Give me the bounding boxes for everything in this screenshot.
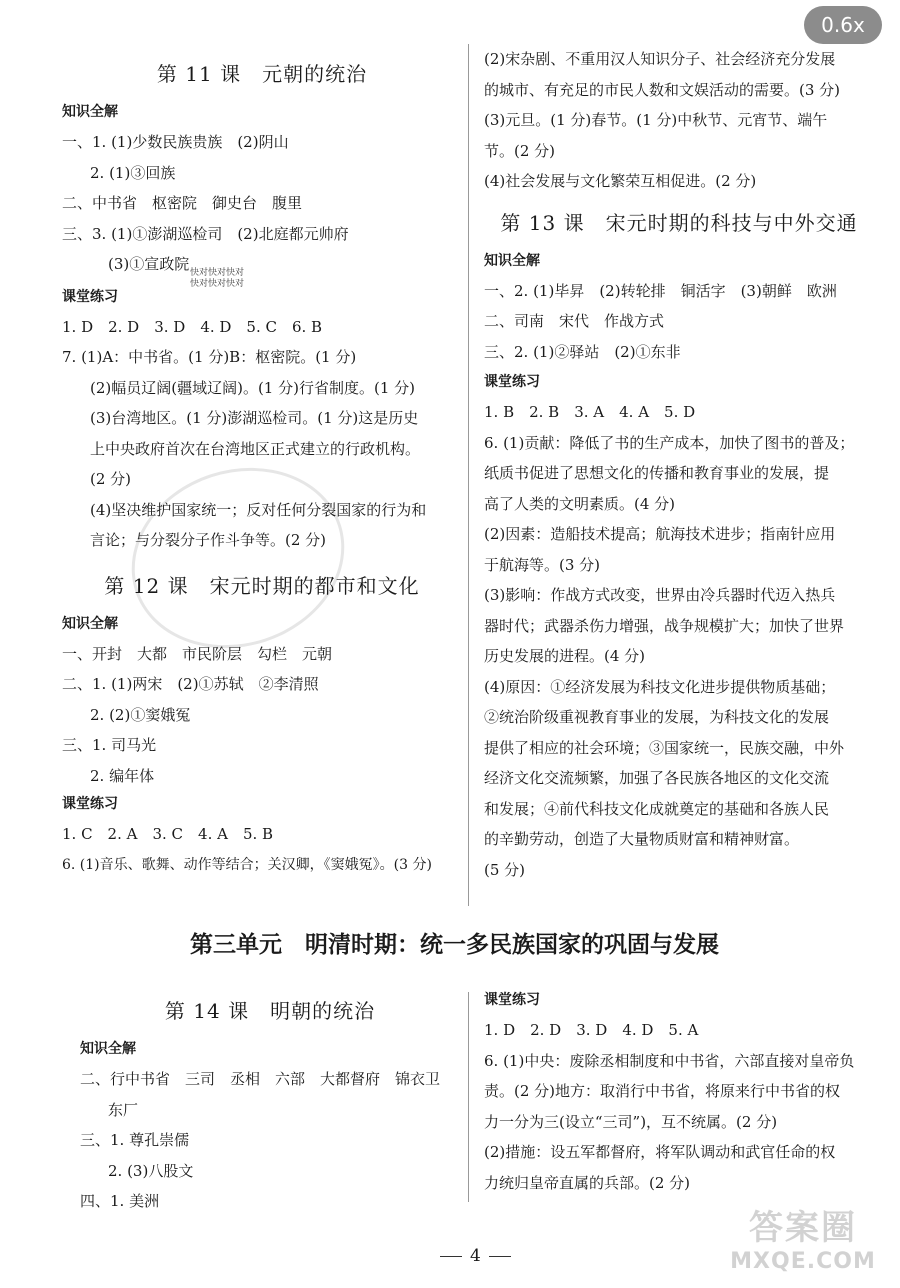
answer-line: 提供了相应的社会环境；③国家统一，民族交融，中外: [484, 738, 845, 757]
left-column-bottom: [80, 995, 460, 1217]
answer-line: 6. (1)音乐、歌舞、动作等结合；关汉卿，《窦娥冤》。(3 分): [62, 856, 432, 873]
page-number-dash-left: [440, 1256, 462, 1257]
answer-line: 纸质书促进了思想文化的传播和教育事业的发展，提: [484, 464, 830, 482]
answer-line: 高了人类的文明素质。(4 分): [484, 494, 676, 513]
answer-line: (3)①宣政院: [108, 255, 190, 273]
lesson-14-section-knowledge: 知识全解: [80, 1041, 136, 1057]
answer-line: 1. B 2. B 3. A 4. A 5. D: [484, 403, 696, 421]
answer-line: 一、2. (1)毕昇 (2)转轮排 铜活字 (3)朝鲜 欧洲: [484, 281, 837, 300]
answer-line: (2)幅员辽阔(疆域辽阔)。(1 分)行省制度。(1 分): [90, 378, 415, 397]
column-divider-lower: [468, 992, 469, 1202]
answer-line: (3)台湾地区。(1 分)澎湖巡检司。(1 分)这是历史: [90, 409, 419, 427]
right-column-top: [484, 44, 874, 885]
answer-line: 力统归皇帝直属的兵部。(2 分): [484, 1173, 691, 1192]
answer-line: 力一分为三(设立“三司”)，互不统属。(2 分): [484, 1112, 778, 1131]
tiny-annotation: 快对快对快对 快对快对快对: [190, 268, 245, 289]
answer-line: 东厂: [108, 1100, 139, 1119]
answer-line: 的城市、有充足的市民人数和文娱活动的需要。(3 分): [484, 80, 841, 99]
answer-line: 节。(2 分): [484, 141, 556, 160]
answer-line: 2. (2)①窦娥冤: [90, 705, 191, 724]
answer-line: 历史发展的进程。(4 分): [484, 647, 646, 665]
answer-line: 二、1. (1)两宋 (2)①苏轼 ②李清照: [62, 675, 319, 693]
answer-line: 1. D 2. D 3. D 4. D 5. A: [484, 1021, 699, 1039]
watermark-logo-text: 答案圈: [749, 1208, 857, 1248]
lesson-14-section-practice: 课堂练习: [484, 992, 540, 1008]
answer-line: 三、3. (1)①澎湖巡检司 (2)北庭都元帅府: [62, 224, 349, 243]
answer-line: 四、1. 美洲: [80, 1192, 160, 1210]
answer-line: 器时代；武器杀伤力增强，战争规模扩大；加快了世界: [484, 616, 845, 635]
answer-line: 言论；与分裂分子作斗争等。(2 分): [90, 531, 327, 549]
answer-line: 于航海等。(3 分): [484, 555, 601, 574]
answer-line: 和发展；④前代科技文化成就奠定的基础和各族人民: [484, 799, 830, 818]
answer-line: (4)坚决维护国家统一；反对任何分裂国家的行为和: [90, 500, 427, 519]
answer-line: 1. D 2. D 3. D 4. D 5. C 6. B: [62, 317, 323, 336]
answer-line: ②统治阶级重视教育事业的发展，为科技文化的发展: [484, 708, 830, 726]
zoom-level-badge[interactable]: 0.6x: [804, 6, 882, 44]
lesson-14-title: 第 14 课 明朝的统治: [164, 999, 376, 1023]
answer-line: 1. C 2. A 3. C 4. A 5. B: [62, 825, 274, 843]
lesson-13-section-practice: 课堂练习: [484, 374, 540, 390]
answer-line: (2)宋杂剧、不重用汉人知识分子、社会经济充分发展: [484, 50, 836, 68]
answer-line: 2. (1)③回族: [90, 163, 176, 182]
page-number-dash-right: [489, 1256, 511, 1257]
column-divider: [468, 44, 469, 906]
answer-line: 6. (1)贡献：降低了书的生产成本，加快了图书的普及；: [484, 433, 855, 452]
left-column-top: [62, 58, 462, 880]
lesson-11-section-practice: 课堂练习: [62, 288, 118, 305]
answer-line: 三、1. 司马光: [62, 736, 157, 754]
answer-line: 二、中书省 枢密院 御史台 腹里: [62, 194, 303, 212]
answer-line: 三、2. (1)②驿站 (2)①东非: [484, 342, 681, 361]
lesson-12-title: 第 12 课 宋元时期的都市和文化: [104, 573, 420, 598]
unit-title: 第三单元 明清时期：统一多民族国家的巩固与发展: [190, 932, 719, 958]
answer-line: (2 分): [90, 470, 132, 488]
answer-line: 一、开封 大都 市民阶层 勾栏 元朝: [62, 644, 333, 663]
answer-line: 三、1. 尊孔崇儒: [80, 1131, 190, 1149]
answer-line: (4)原因：①经济发展为科技文化进步提供物质基础；: [484, 677, 836, 696]
answer-line: (5 分): [484, 860, 526, 879]
answer-line: 上中央政府首次在台湾地区正式建立的行政机构。: [90, 439, 421, 458]
page-number-value: 4: [469, 1246, 481, 1266]
answer-line: (2)因素：造船技术提高；航海技术进步；指南针应用: [484, 525, 836, 543]
answer-line: (3)影响：作战方式改变，世界由冷兵器时代迈入热兵: [484, 586, 836, 604]
site-watermark: [718, 1200, 888, 1274]
answer-line: 二、行中书省 三司 丞相 六部 大都督府 锦衣卫: [80, 1070, 441, 1088]
answer-line: 的辛勤劳动，创造了大量物质财富和精神财富。: [484, 830, 800, 848]
answer-line: 7. (1)A：中书省。(1 分)B：枢密院。(1 分): [62, 348, 357, 366]
lesson-13-section-knowledge: 知识全解: [484, 252, 540, 269]
lesson-13-title: 第 13 课 宋元时期的科技与中外交通: [500, 210, 858, 235]
answer-line: 6. (1)中央：废除丞相制度和中书省，六部直接对皇帝负: [484, 1051, 855, 1070]
lesson-11-section-knowledge: 知识全解: [62, 104, 118, 120]
answer-line: 2. 编年体: [90, 766, 155, 785]
answer-line: 经济文化交流频繁，加强了各民族各地区的文化交流: [484, 769, 830, 787]
answer-line: (3)元旦。(1 分)春节。(1 分)中秋节、元宵节、端午: [484, 111, 828, 129]
watermark-url: MXQE.COM: [730, 1249, 876, 1274]
right-column-bottom: [484, 985, 874, 1198]
lesson-12-section-practice: 课堂练习: [62, 796, 118, 812]
lesson-11-title: 第 11 课 元朝的统治: [156, 62, 368, 86]
lesson-12-section-knowledge: 知识全解: [62, 615, 118, 632]
answer-line: 一、1. (1)少数民族贵族 (2)阴山: [62, 133, 289, 151]
page-number: [410, 1226, 530, 1266]
answer-line: 责。(2 分)地方：取消行中书省，将原来行中书省的权: [484, 1082, 841, 1100]
answer-line: 二、司南 宋代 作战方式: [484, 312, 665, 330]
answer-line: (2)措施：设五军都督府，将军队调动和武官任命的权: [484, 1143, 836, 1161]
answer-line: (4)社会发展与文化繁荣互相促进。(2 分): [484, 172, 757, 190]
answer-line: 2. (3)八股文: [108, 1161, 194, 1180]
